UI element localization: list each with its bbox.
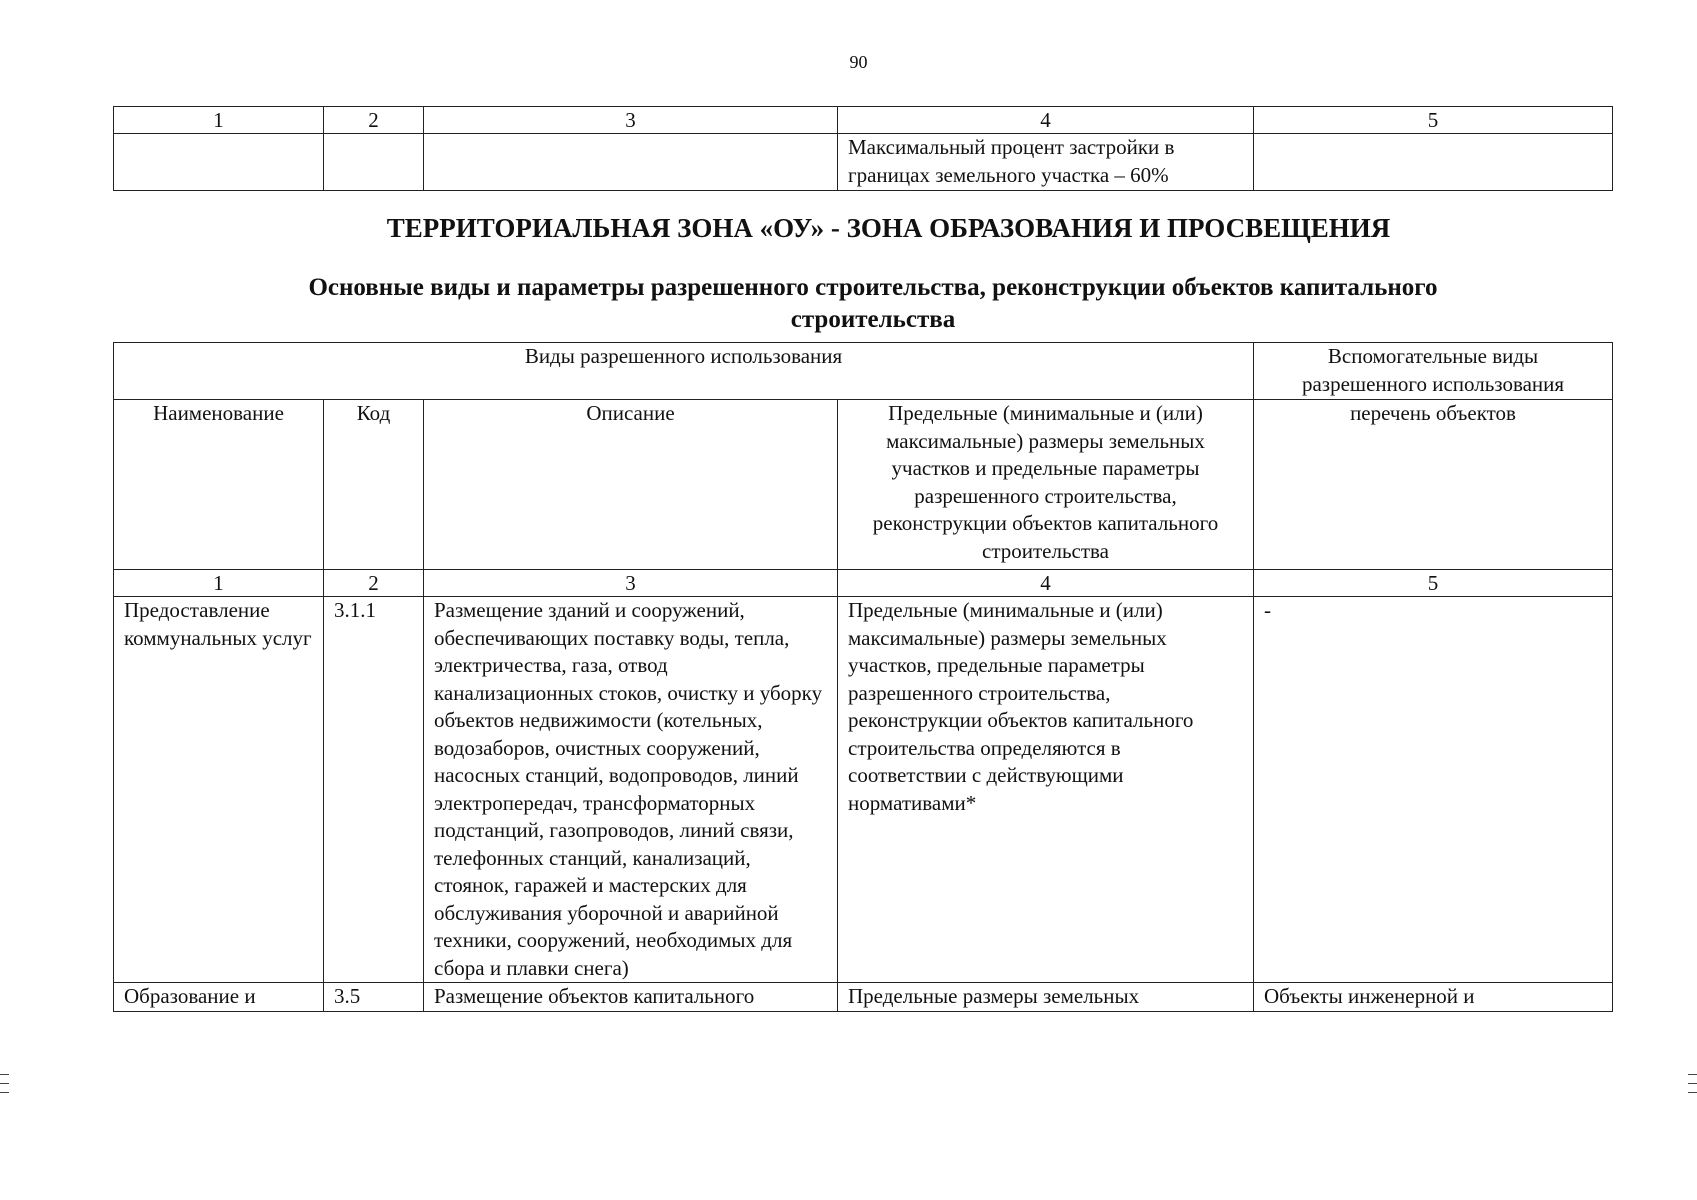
header-description: Описание: [424, 400, 838, 570]
auxiliary-header: Вспомогательные виды разрешенного использования: [1254, 343, 1613, 400]
column-number-row: [114, 570, 1613, 597]
cell-auxiliary: -: [1254, 597, 1613, 983]
column-number: 2: [324, 570, 424, 597]
cell-name: Предоставление коммунальных услуг: [114, 597, 324, 983]
margin-mark: [1688, 1092, 1697, 1093]
cell-code: [324, 134, 424, 191]
cell-code: 3.5: [324, 983, 424, 1012]
margin-mark: [0, 1083, 9, 1084]
column-number: 5: [1254, 570, 1613, 597]
header-name: Наименование: [114, 400, 324, 570]
cell-parameters: Предельные размеры земельных: [838, 983, 1254, 1012]
column-number: 1: [114, 570, 324, 597]
margin-mark: [1688, 1074, 1697, 1075]
column-number: 3: [424, 570, 838, 597]
permitted-use-table: [113, 342, 1613, 1012]
header-parameters: Предельные (минимальные и (или) максимальные) размеры земельных участков и предельные параметры разрешенного строительства, реконструкции объектов капитального строительства: [838, 400, 1254, 570]
column-number: 4: [838, 570, 1254, 597]
group-header-row: [114, 343, 1613, 400]
column-number-row: [114, 107, 1613, 134]
table-row: [114, 983, 1613, 1012]
zone-title: ТЕРРИТОРИАЛЬНАЯ ЗОНА «ОУ» - ЗОНА ОБРАЗОВАНИЯ И ПРОСВЕЩЕНИЯ: [386, 213, 1391, 243]
header-row: [114, 400, 1613, 570]
table-row: [114, 134, 1613, 191]
header-code: Код: [324, 400, 424, 570]
cell-parameters: Предельные (минимальные и (или) максимальные) размеры земельных участков, предельные параметры разрешенного строительства, реконструкции объектов капитального строительства определяются в соответствии с действующими нормативами*: [838, 597, 1254, 983]
cell-code: 3.1.1: [324, 597, 424, 983]
cell-description: Размещение объектов капитального: [424, 983, 838, 1012]
group-header: Виды разрешенного использования: [114, 343, 1254, 400]
section-subtitle: Основные виды и параметры разрешенного строительства, реконструкции объектов капитального строительства: [308, 274, 1438, 333]
margin-mark: [0, 1074, 9, 1075]
column-number: 1: [114, 107, 324, 134]
column-number: 3: [424, 107, 838, 134]
column-number: 2: [324, 107, 424, 134]
cell-parameters: Максимальный процент застройки в границах земельного участка – 60%: [838, 134, 1254, 191]
cell-description: [424, 134, 838, 191]
continuation-table: [113, 106, 1613, 191]
header-auxiliary: перечень объектов: [1254, 400, 1613, 570]
margin-mark: [0, 1092, 9, 1093]
cell-auxiliary: Объекты инженерной и: [1254, 983, 1613, 1012]
cell-description: Размещение зданий и сооружений, обеспечивающих поставку воды, тепла, электричества, газа, отвод канализационных стоков, очистку и уборку объектов недвижимости (котельных, водозаборов, очистных сооружений, насосных станций, водопроводов, линий электропередач, трансформаторных подстанций, газопроводов, линий связи, телефонных станций, канализаций, стоянок, гаражей и мастерских для обслуживания уборочной и аварийной техники, сооружений, необходимых для сбора и плавки снега): [424, 597, 838, 983]
cell-auxiliary: [1254, 134, 1613, 191]
column-number: 4: [838, 107, 1254, 134]
cell-name: [114, 134, 324, 191]
cell-name: Образование и: [114, 983, 324, 1012]
column-number: 5: [1254, 107, 1613, 134]
page-number: 90: [849, 52, 868, 72]
table-row: [114, 597, 1613, 983]
margin-mark: [1688, 1083, 1697, 1084]
